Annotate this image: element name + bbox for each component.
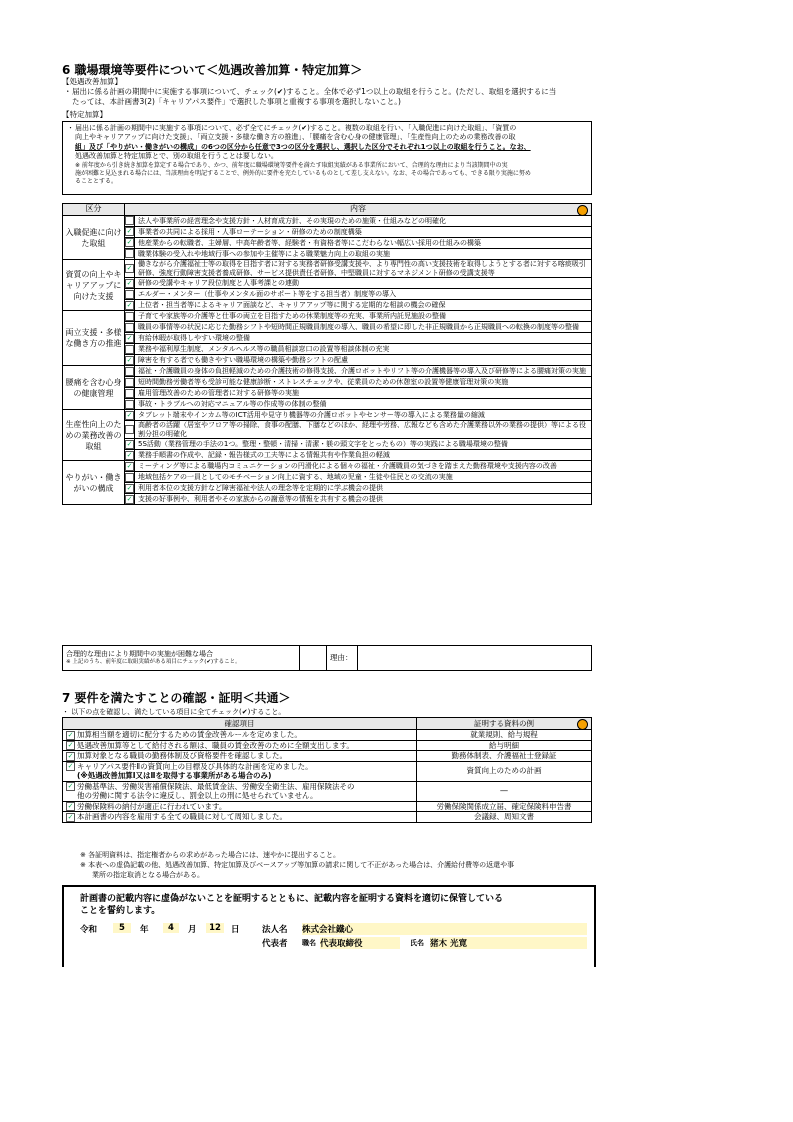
col-evidence: 証明する資料の例 [417, 718, 592, 730]
item-text: タブレット端末やインカム等のICT活用や見守り機器等の介護ロボットやセンサー等の導入による業務量の縮減 [135, 410, 592, 421]
checkbox-cell[interactable] [125, 461, 135, 472]
unchecked-icon[interactable] [125, 425, 134, 434]
checkbox-cell[interactable] [125, 366, 135, 377]
rep-label: 代表者 [262, 939, 288, 949]
unchecked-icon[interactable] [125, 290, 134, 299]
category-cell: 入職促進に向けた取組 [63, 216, 125, 260]
table-row [63, 355, 592, 366]
month-label: 月 [188, 925, 197, 935]
orange-marker-icon [577, 719, 588, 730]
reason-input[interactable] [358, 646, 592, 671]
item-text: 他産業からの転職者、主婦層、中高年齢者等、経験者・有資格者等にこだわらない幅広い採用の仕組みの構築 [135, 238, 592, 249]
checked-icon[interactable]: ✓ [126, 333, 133, 342]
item-text: 法人や事業所の経営理念や支援方針・人材育成方針、その実現のための施策・仕組みなどの明確化 [135, 216, 592, 227]
reason-table [62, 645, 592, 671]
checked-icon[interactable]: ✓ [67, 762, 74, 770]
table-row [63, 344, 592, 355]
table-row [63, 421, 592, 439]
item-text: 研修の受講やキャリア段位制度と人事考課との連動 [135, 278, 592, 289]
table-row [63, 812, 592, 823]
declaration-text: 計画書の記載内容に虚偽がないことを証明するとともに、記載内容を証明する資料を適切に保管している ことを誓約します。 [80, 894, 504, 916]
evidence-cell: 就業規則、給与規程 [417, 730, 592, 741]
table-row [63, 289, 592, 300]
table-row [63, 761, 592, 781]
reason-field-label: 理由： [327, 646, 358, 671]
checkbox-cell[interactable] [125, 322, 135, 333]
section7-title: 7 要件を満たすことの確認・証明＜共通＞ [62, 691, 291, 705]
era: 令和 [80, 925, 98, 935]
unchecked-icon[interactable] [125, 345, 134, 354]
unchecked-icon[interactable] [125, 367, 134, 376]
item-text: 上位者・担当者等によるキャリア面談など、キャリアアップ等に関する定期的な相談の機会の確保 [135, 300, 592, 311]
checkbox-cell[interactable] [125, 278, 135, 289]
checkbox-cell[interactable] [125, 421, 135, 439]
item-text: 福祉・介護職員の身体の負担軽減のための介護技術の修得支援、介護ロボットやリフト等の介護機器等の導入及び研修等による腰痛対策の実施 [135, 366, 592, 377]
checkbox-cell[interactable] [125, 410, 135, 421]
table-row [63, 300, 592, 311]
corp-label: 法人名 [262, 925, 288, 935]
confirm-item[interactable]: ✓ 労働基準法、労働災害補償保険法、最低賃金法、労働安全衛生法、雇用保険法その 他の労働に関する法令に違反し、罰金以上の刑に処せられていません。 [63, 781, 417, 801]
evidence-cell: ― [417, 781, 592, 801]
item-text: 職員の事情等の状況に応じた勤務シフトや短時間正規職員制度の導入、職員の希望に即した非正規職員から正規職員への転換の制度等の整備 [135, 322, 592, 333]
checkbox-cell[interactable] [125, 260, 135, 278]
table-row [63, 472, 592, 483]
confirm-item[interactable]: ✓ 本計画書の内容を雇用する全ての職員に対して周知しました。 [63, 812, 417, 823]
item-text: 働きながら介護福祉士等の取得を目指す者に対する実務者研修受講支援や、より専門性の高い支援技術を取得しようとする者に対する喀痰吸引研修、強度行動障害支援者養成研修、サービス提供責任者研修、中堅職員に対するマネジメント研修の受講支援等 [135, 260, 592, 278]
item-text: 業務や福利厚生制度、メンタルヘルス等の職員相談窓口の設置等相談体制の充実 [135, 344, 592, 355]
item-text: 5S活動（業務管理の手法の1つ。整理・整頓・清掃・清潔・躾の頭文字をとったもの）等の実践による職場環境の整備 [135, 439, 592, 450]
table-row [63, 388, 592, 399]
table-row [63, 311, 592, 322]
col-category: 区分 [63, 204, 125, 216]
checkbox-cell[interactable] [125, 494, 135, 505]
table-row [63, 450, 592, 461]
item-text: 事業者の共同による採用・人事ローテーション・研修のための制度構築 [135, 227, 592, 238]
checked-icon[interactable]: ✓ [67, 741, 74, 749]
table-row [63, 366, 592, 377]
table-row [63, 730, 592, 741]
table-row [63, 238, 592, 249]
checked-icon[interactable]: ✓ [126, 227, 133, 236]
checkbox-cell[interactable] [125, 300, 135, 311]
day-label: 日 [231, 925, 240, 935]
item-text: 支援の好事例や、利用者やその家族からの謝意等の情報を共有する機会の提供 [135, 494, 592, 505]
item-text: 高齢者の活躍（居室やフロア等の掃除、食事の配膳、下膳などのほか、経理や労務、広報なども含めた介護業務以外の業務の提供）等による役割分担の明確化 [135, 421, 592, 439]
table-row [63, 439, 592, 450]
table-row [63, 227, 592, 238]
position-label: 職名 [302, 939, 316, 947]
evidence-cell: 勤務体制表、介護福祉士登録証 [417, 751, 592, 762]
checked-icon[interactable]: ✓ [126, 494, 133, 503]
col-item: 確認項目 [63, 718, 417, 730]
table-row [63, 483, 592, 494]
checkbox-cell[interactable] [125, 388, 135, 399]
confirm-item[interactable]: ✓ キャリアパス要件Ⅱの資質向上の目標及び具体的な計画を定めました。 (※処遇改善加算Ⅰ又はⅡを取得する事業所がある場合のみ) [63, 761, 417, 781]
category-cell: 両立支援・多様な働き方の推進 [63, 311, 125, 366]
evidence-cell: 給与明細 [417, 740, 592, 751]
table-row [63, 461, 592, 472]
checked-icon[interactable]: ✓ [67, 812, 74, 821]
section6-title: 6 職場環境等要件について＜処遇改善加算・特定加算＞ [62, 63, 363, 77]
work-env-table [62, 203, 592, 505]
table-row [63, 399, 592, 410]
category-cell: 生産性向上のための業務改善の取組 [63, 410, 125, 461]
unchecked-icon[interactable] [125, 400, 134, 409]
checked-icon[interactable]: ✓ [67, 802, 74, 810]
checkbox-cell[interactable] [125, 439, 135, 450]
year-value[interactable]: 5 [113, 923, 131, 933]
checkbox-cell[interactable] [125, 238, 135, 249]
item-text: ミーティング等による職場内コミュニケーションの円滑化による個々の福祉・介護職員の気づきを踏まえた勤務環境や支援内容の改善 [135, 461, 592, 472]
table-row [63, 781, 592, 801]
table-row [63, 751, 592, 762]
checkbox-cell[interactable] [125, 399, 135, 410]
item-text: 業務手順書の作成や、記録・報告様式の工夫等による情報共有や作業負担の軽減 [135, 450, 592, 461]
unchecked-icon[interactable] [125, 323, 134, 332]
table-row [63, 410, 592, 421]
year-label: 年 [140, 925, 149, 935]
table-row [63, 278, 592, 289]
checked-icon[interactable]: ✓ [126, 300, 133, 309]
unchecked-icon[interactable] [125, 389, 134, 398]
orange-marker-icon [577, 205, 588, 216]
unchecked-icon[interactable] [125, 312, 134, 321]
item-text: 有給休暇が取得しやすい環境の整備 [135, 333, 592, 344]
item-text: 短時間勤務労働者等も受診可能な健康診断・ストレスチェックや、従業員のための休憩室の設置等健康管理対策の実施 [135, 377, 592, 388]
item-text: 職業体験の受入れや地域行事への参加や主催等による職業魅力向上の取組の実施 [135, 249, 592, 260]
unchecked-icon[interactable] [125, 473, 134, 482]
section7-intro: ・ 以下の点を確認し、満たしている項目に全てチェック(✔)すること。 [62, 708, 286, 716]
corp-name[interactable]: 株式会社鐵心 [302, 923, 587, 935]
checked-icon[interactable]: ✓ [126, 278, 133, 287]
checkbox-cell[interactable] [125, 216, 135, 227]
day-value[interactable]: 12 [206, 923, 224, 933]
item-text: 事故・トラブルへの対応マニュアル等の作成等の体制の整備 [135, 399, 592, 410]
checkbox-cell[interactable] [125, 249, 135, 260]
reason-label: 合理的な理由により期間中の実施が困難な場合 ※ 上記のうち、前年度に取組実績がある項目にチェック(✔)すること。 [63, 646, 300, 671]
shogu-text: ・ 届出に係る計画の期間中に実施する事項について、チェック(✔)すること。全体で必ず1つ以上の取組を行うこと。(ただし、取組を選択するに当 たっては、本計画書3(2)「キャリアパス要件」で選択した事項と重複する事項を選択しないこと。) [64, 87, 557, 106]
category-cell: やりがい・働きがいの構成 [63, 461, 125, 505]
checkbox-cell[interactable] [125, 333, 135, 344]
item-text: 利用者本位の支援方針など障害福祉や法人の理念等を定期的に学ぶ機会の提供 [135, 483, 592, 494]
evidence-cell: 会議録、周知文書 [417, 812, 592, 823]
item-text: 地域包括ケアの一員としてのモチベーション向上に資する、地域の児童・生徒や住民との交流の実施 [135, 472, 592, 483]
table-row [63, 216, 592, 227]
item-text: 雇用管理改善のための管理者に対する研修等の実施 [135, 388, 592, 399]
tokutei-box: ・ 届出に係る計画の期間中に実施する事項について、必ず全てにチェック(✔)すること。複数の取組を行い、「入職促進に向けた取組」、「資質の 向上やキャリアアップに向けた支援」、「両立支援・多様な働き方の推進」、「腰痛を含む心身の健康管理」、「生産性向上のための業務改善の取 組」及び「やりがい・働きがいの構成」の6つの区分から任意で3つの区分を選択し、選択した区分でそれぞれ1つ以上の取組を行うこと。なお、 処遇改善加算と特定加算とで、別の取組を行うことは要しない。 ※ 前年度から引き続き加算を算定する場合であり、かつ、前年度に職場環境等要件を満たす取組実績がある事業所において、合理的な理由により当該期間中の実 施が困難と見込まれる場合には、当該理由を明記することで、例外的に要件を充たしているものとして差し支えない。なお、その場合であっても、できる限り実施に努め ることとする。 [62, 121, 592, 195]
table-row [63, 322, 592, 333]
checked-icon[interactable]: ✓ [67, 751, 74, 760]
checked-icon[interactable]: ✓ [126, 461, 133, 470]
checkbox-cell[interactable] [125, 311, 135, 322]
table-row [63, 494, 592, 505]
table-row [63, 801, 592, 812]
table-row [63, 260, 592, 278]
checkbox-cell[interactable] [125, 472, 135, 483]
checked-icon[interactable]: ✓ [126, 410, 133, 419]
section7-notes: ※ 各証明資料は、指定権者からの求めがあった場合には、速やかに提出すること。 ※ 本表への虚偽記載の他、処遇改善加算、特定加算及びベースアップ等加算の請求に関して不正があった場合は、介護給付費等の返還や事 業所の指定取消となる場合がある。 [80, 851, 515, 879]
checkbox-cell[interactable] [125, 355, 135, 366]
unchecked-icon[interactable] [125, 249, 134, 258]
checkbox-cell[interactable] [125, 450, 135, 461]
checked-icon[interactable]: ✓ [67, 730, 74, 739]
checked-icon[interactable]: ✓ [126, 439, 133, 448]
checked-icon[interactable]: ✓ [126, 264, 133, 273]
unchecked-icon[interactable] [125, 216, 134, 225]
item-text: 子育てや家族等の介護等と仕事の両立を目指すための休業制度等の充実、事業所内託児施設の整備 [135, 311, 592, 322]
item-text: エルダー・メンター（仕事やメンタル面のサポート等をする担当者）制度等の導入 [135, 289, 592, 300]
checked-icon[interactable]: ✓ [126, 238, 133, 247]
checked-icon[interactable]: ✓ [126, 355, 133, 364]
month-value[interactable]: 4 [163, 923, 179, 933]
confirm-item[interactable]: ✓ 処遇改善加算等として給付される額は、職員の賃金改善のために全額支出します。 [63, 740, 417, 751]
position-value[interactable]: 代表取締役 [320, 937, 400, 949]
tokutei-label: 【特定加算】 [62, 110, 107, 119]
checkbox-cell[interactable] [125, 344, 135, 355]
name-value[interactable]: 猪木 光寛 [430, 937, 587, 949]
checked-icon[interactable]: ✓ [126, 483, 133, 492]
evidence-cell: 資質向上のための計画 [417, 761, 592, 781]
shogu-label: 【処遇改善加算】 [62, 77, 122, 86]
table-row [63, 333, 592, 344]
name-label: 氏名 [410, 939, 424, 947]
category-cell: 腰痛を含む心身の健康管理 [63, 366, 125, 410]
table-row [63, 377, 592, 388]
category-cell: 資質の向上やキャリアアップに向けた支援 [63, 260, 125, 311]
checkbox-cell[interactable] [125, 227, 135, 238]
item-text: 障害を有する者でも働きやすい職場環境の構築や勤務シフトの配慮 [135, 355, 592, 366]
checked-icon[interactable]: ✓ [126, 450, 133, 459]
checked-icon[interactable]: ✓ [67, 782, 74, 790]
confirm-item[interactable]: ✓ 加算相当額を適切に配分するための賃金改善ルールを定めました。 [63, 730, 417, 741]
table-row [63, 249, 592, 260]
confirm-item[interactable]: ✓ 労働保険料の納付が適正に行われています。 [63, 801, 417, 812]
confirm-item[interactable]: ✓ 加算対象となる職員の勤務体制及び資格要件を確認しました。 [63, 751, 417, 762]
checkbox-cell[interactable] [125, 377, 135, 388]
confirm-table [62, 717, 592, 823]
reason-check[interactable] [300, 646, 327, 671]
unchecked-icon[interactable] [125, 378, 134, 387]
table-row [63, 740, 592, 751]
checkbox-cell[interactable] [125, 483, 135, 494]
evidence-cell: 労働保険関係成立届、確定保険料申告書 [417, 801, 592, 812]
checkbox-cell[interactable] [125, 289, 135, 300]
col-content: 内容 [125, 204, 592, 216]
